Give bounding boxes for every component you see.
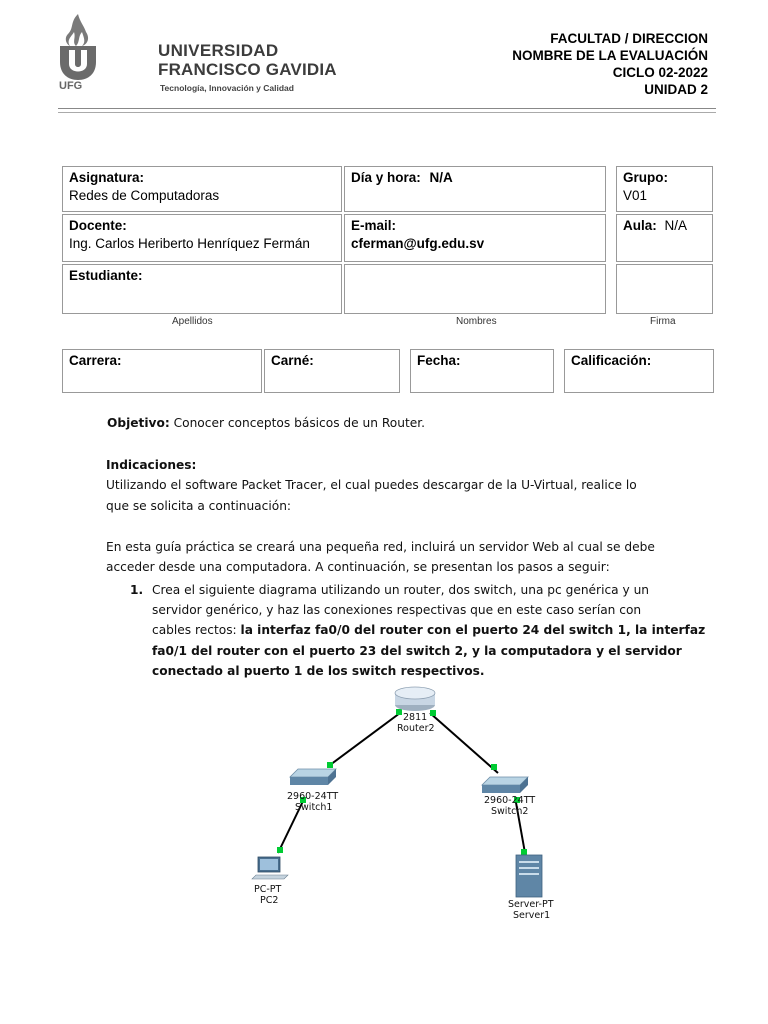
router-icon[interactable] — [395, 687, 435, 711]
pc-model-label: PC-PT — [254, 884, 282, 895]
server-name-label: Server1 — [513, 910, 551, 921]
server-model-label: Server-PT — [508, 899, 554, 910]
caption-firma: Firma — [650, 316, 676, 327]
step-line5: conectado al puerto 1 de los switch respectivos. — [152, 664, 485, 678]
fecha-cell[interactable] — [410, 349, 554, 393]
indicaciones-line2: que se solicita a continuación: — [106, 499, 292, 513]
switch1-model-label: 2960-24TT — [287, 791, 339, 802]
indicaciones-label: Indicaciones: — [106, 458, 197, 472]
carne-label: Carné: — [271, 353, 314, 368]
docente-cell — [62, 214, 342, 262]
header-facultad: FACULTAD / DIRECCION — [550, 31, 708, 46]
step-line3-plain: cables rectos: — [152, 623, 241, 637]
header-right-block — [512, 30, 708, 98]
objetivo — [107, 413, 425, 434]
header-evaluacion: NOMBRE DE LA EVALUACIÓN — [512, 48, 708, 63]
header-unidad: UNIDAD 2 — [644, 82, 708, 97]
estudiante-apellidos-cell — [62, 264, 342, 314]
grupo-value: V01 — [623, 188, 648, 203]
switch1-icon[interactable] — [290, 769, 336, 785]
step-line3-bold: la interfaz fa0/0 del router con el puerto 24 del switch 1, la interfaz — [240, 623, 706, 637]
grupo-cell — [616, 166, 713, 212]
step-line3 — [152, 620, 705, 641]
asignatura-value: Redes de Computadoras — [69, 188, 220, 203]
dia-hora-cell — [344, 166, 606, 212]
estudiante-label: Estudiante: — [69, 268, 143, 283]
calificacion-label: Calificación: — [571, 353, 652, 368]
university-tagline: Tecnología, Innovación y Calidad — [160, 83, 294, 93]
calificacion-cell[interactable] — [564, 349, 714, 393]
link-router-switch1 — [330, 713, 400, 765]
grupo-label: Grupo: — [623, 170, 668, 185]
objetivo-text: Conocer conceptos básicos de un Router. — [169, 416, 426, 430]
carrera-cell[interactable] — [62, 349, 262, 393]
server-icon[interactable] — [516, 855, 542, 897]
fecha-label: Fecha: — [417, 353, 461, 368]
dia-hora-value: N/A — [429, 170, 453, 185]
paragraph-line1: En esta guía práctica se creará una pequeña red, incluirá un servidor Web al cual se debe — [106, 540, 655, 554]
carrera-label: Carrera: — [69, 353, 122, 368]
header-divider-thin — [58, 112, 716, 113]
step-line2: servidor genérico, y haz las conexiones respectivas que en este caso serían con — [152, 603, 642, 617]
logo-ufg-mark: UFG — [59, 80, 83, 92]
email-label: E-mail: — [351, 218, 397, 233]
university-name-line1: UNIVERSIDAD — [158, 41, 279, 60]
asignatura-cell — [62, 166, 342, 212]
carne-cell[interactable] — [264, 349, 400, 393]
asignatura-label: Asignatura: — [69, 170, 145, 185]
router-name-label: Router2 — [397, 723, 435, 734]
objetivo-label: Objetivo: — [107, 416, 170, 430]
link-router-switch2 — [430, 713, 498, 773]
pc-name-label: PC2 — [260, 895, 279, 906]
caption-apellidos: Apellidos — [172, 316, 213, 327]
university-name-line2: FRANCISCO GAVIDIA — [158, 60, 337, 79]
router-model-label: 2811 — [403, 712, 428, 723]
header-divider — [58, 108, 716, 109]
university-logo — [56, 12, 337, 96]
estudiante-firma-cell[interactable] — [616, 264, 713, 314]
switch2-icon[interactable] — [482, 777, 528, 793]
estudiante-nombres-cell[interactable] — [344, 264, 606, 314]
switch2-model-label: 2960-24TT — [484, 795, 536, 806]
switch1-name-label: Switch1 — [295, 802, 333, 813]
step-line4: fa0/1 del router con el puerto 23 del switch 2, y la computadora y el servidor — [152, 644, 682, 658]
aula-label: Aula: — [623, 218, 657, 233]
docente-label: Docente: — [69, 218, 127, 233]
paragraph-line2: acceder desde una computadora. A continuación, se presentan los pasos a seguir: — [106, 560, 610, 574]
network-diagram — [240, 685, 580, 930]
indicaciones-line1: Utilizando el software Packet Tracer, el cual puedes descargar de la U-Virtual, realice lo — [106, 478, 637, 492]
email-value: cferman@ufg.edu.sv — [351, 236, 485, 251]
caption-nombres: Nombres — [456, 316, 497, 327]
step-number: 1. — [130, 583, 144, 597]
aula-cell — [616, 214, 713, 262]
header-ciclo: CICLO 02-2022 — [612, 65, 708, 80]
docente-value: Ing. Carlos Heriberto Henríquez Fermán — [69, 236, 310, 251]
aula-value: N/A — [664, 218, 688, 233]
ufg-shield-icon — [56, 12, 100, 82]
email-cell — [344, 214, 606, 262]
step-line1: Crea el siguiente diagrama utilizando un router, dos switch, una pc genérica y un — [152, 583, 650, 597]
pc-icon[interactable] — [252, 857, 288, 879]
switch2-name-label: Switch2 — [491, 806, 529, 817]
dia-hora-label: Día y hora: — [351, 170, 421, 185]
